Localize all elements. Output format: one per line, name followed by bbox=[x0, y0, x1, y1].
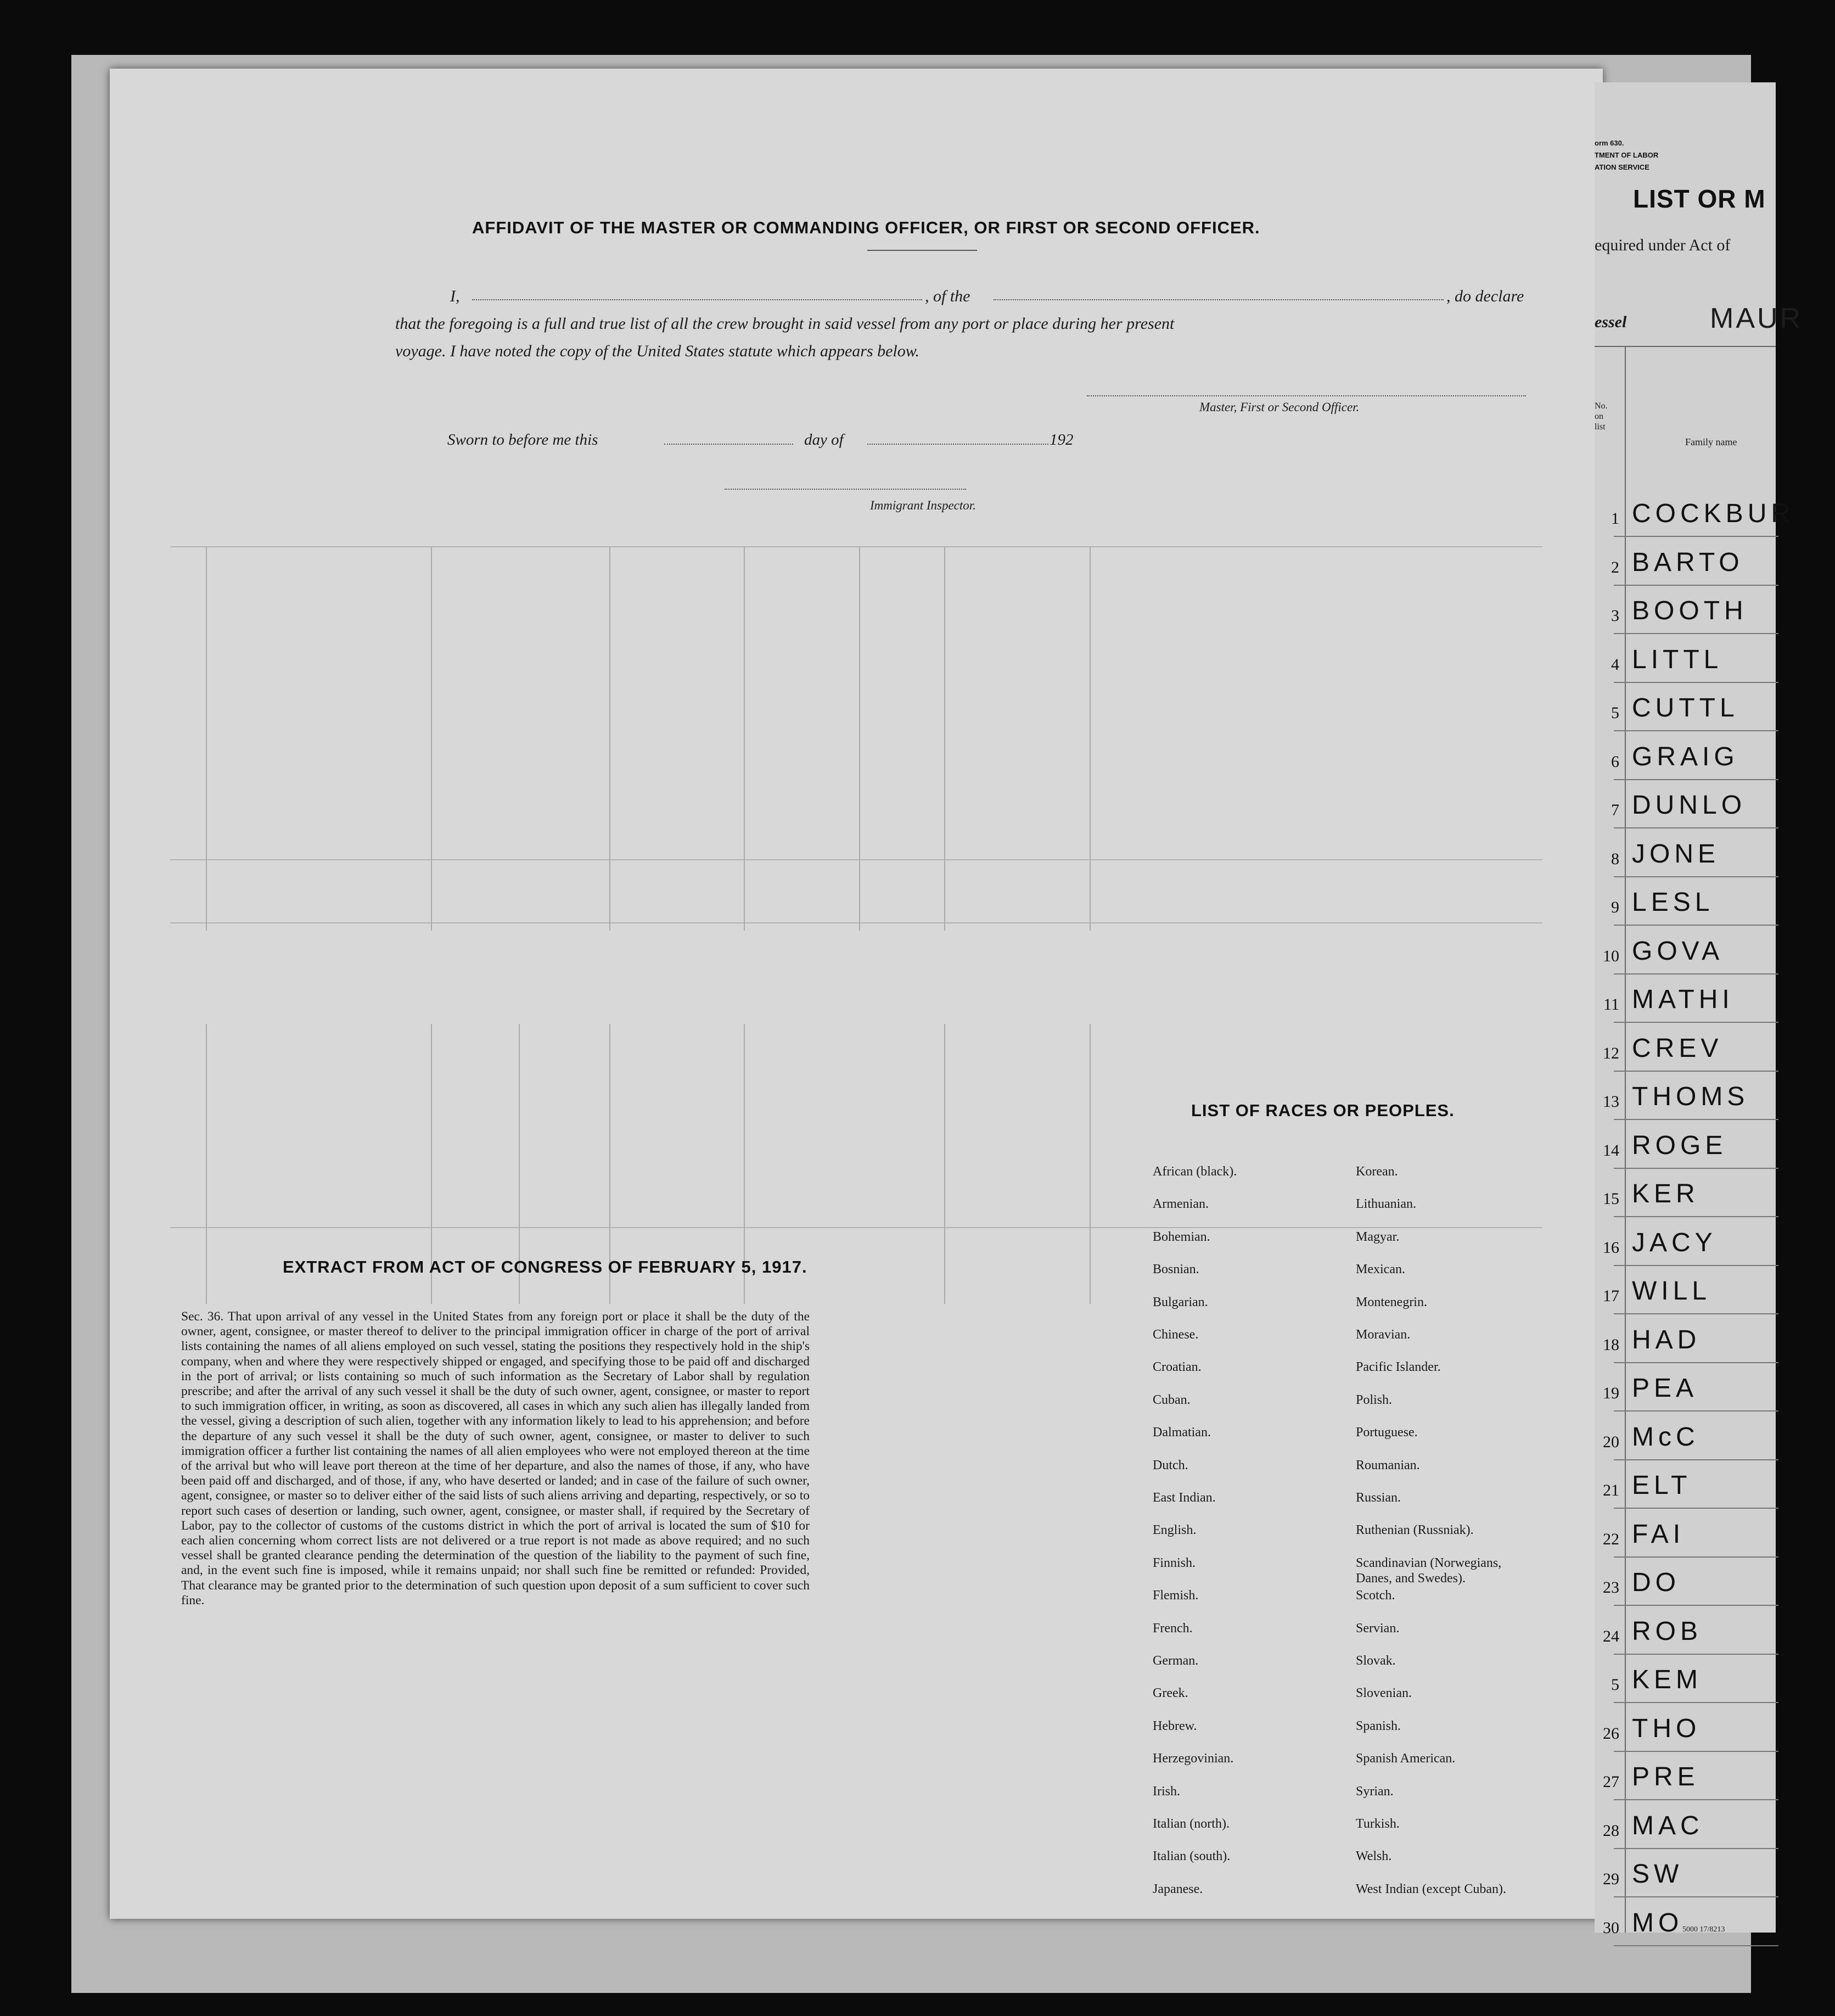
crew-family-name: ELT bbox=[1632, 1471, 1692, 1500]
row-number: 21 bbox=[1603, 1481, 1619, 1499]
crew-family-name: CREV bbox=[1632, 1033, 1723, 1063]
manifest-title: LIST OR M bbox=[1633, 184, 1766, 213]
row-number: 4 bbox=[1611, 655, 1619, 674]
crew-family-name: FAI bbox=[1632, 1519, 1685, 1549]
month-blank bbox=[867, 444, 1048, 445]
race-item: Herzegovinian. bbox=[1153, 1751, 1234, 1766]
row-number: 3 bbox=[1611, 607, 1619, 625]
day-blank bbox=[664, 444, 793, 445]
affidavit-title: AFFIDAVIT OF THE MASTER OR COMMANDING OFFICER, OR FIRST OR SECOND OFFICER. bbox=[472, 218, 1260, 237]
race-item: Polish. bbox=[1356, 1392, 1393, 1407]
crew-family-name: GOVA bbox=[1632, 936, 1724, 966]
row-rule bbox=[1614, 682, 1778, 683]
affidavit-of-the: , of the bbox=[925, 287, 970, 305]
row-number: 26 bbox=[1603, 1724, 1619, 1743]
extract-title: EXTRACT FROM ACT OF CONGRESS OF FEBRUARY 5, 1917. bbox=[283, 1257, 807, 1276]
row-rule bbox=[1614, 1022, 1778, 1023]
row-rule bbox=[1614, 1945, 1778, 1946]
row-number: 16 bbox=[1603, 1238, 1619, 1257]
crew-family-name: LESL bbox=[1632, 888, 1714, 917]
row-rule bbox=[1614, 973, 1778, 975]
bleed-rule bbox=[1090, 1024, 1091, 1304]
row-rule bbox=[1614, 1313, 1778, 1314]
race-item: Russian. bbox=[1356, 1491, 1401, 1505]
row-rule bbox=[1614, 1702, 1778, 1703]
race-item: Bulgarian. bbox=[1153, 1295, 1208, 1309]
race-item: Korean. bbox=[1356, 1164, 1398, 1179]
race-item: African (black). bbox=[1153, 1164, 1237, 1179]
vessel-name: MAUR bbox=[1710, 303, 1803, 334]
row-number: 20 bbox=[1603, 1432, 1619, 1451]
crew-family-name: SW bbox=[1632, 1860, 1684, 1889]
crew-family-name: KEM bbox=[1632, 1665, 1703, 1694]
crew-family-name: MO bbox=[1632, 1908, 1684, 1937]
row-number: 29 bbox=[1603, 1870, 1619, 1888]
race-item: Montenegrin. bbox=[1356, 1295, 1427, 1309]
title-underline bbox=[867, 250, 977, 251]
race-item: Irish. bbox=[1153, 1784, 1180, 1799]
crew-family-name: LITTL bbox=[1632, 645, 1723, 674]
crew-family-name: MAC bbox=[1632, 1811, 1704, 1840]
race-item: Armenian. bbox=[1153, 1197, 1209, 1212]
master-label: Master, First or Second Officer. bbox=[1199, 400, 1360, 414]
row-rule bbox=[1614, 1410, 1778, 1412]
bleed-rule bbox=[609, 546, 610, 931]
crew-family-name: DUNLO bbox=[1632, 791, 1747, 820]
bleed-rule bbox=[170, 546, 1542, 547]
affidavit-line3: voyage. I have noted the copy of the United States statute which appears below. bbox=[395, 342, 920, 360]
row-rule bbox=[1614, 1071, 1778, 1072]
race-item: Spanish American. bbox=[1356, 1751, 1456, 1766]
race-item: Hebrew. bbox=[1153, 1718, 1197, 1733]
row-number: 6 bbox=[1611, 752, 1619, 771]
header-rule bbox=[1595, 346, 1776, 347]
race-item: Syrian. bbox=[1356, 1784, 1394, 1799]
crew-family-name: JONE bbox=[1632, 839, 1720, 869]
crew-family-name: THOMS bbox=[1632, 1082, 1749, 1111]
row-rule bbox=[1614, 1605, 1778, 1606]
row-number: 19 bbox=[1603, 1384, 1619, 1402]
row-number: 27 bbox=[1603, 1773, 1619, 1791]
name-blank bbox=[472, 299, 922, 300]
bleed-rule bbox=[170, 859, 1542, 860]
race-item: Dutch. bbox=[1153, 1458, 1188, 1472]
crew-family-name: GRAIG bbox=[1632, 742, 1739, 771]
row-rule bbox=[1614, 1556, 1778, 1558]
row-rule bbox=[1614, 1168, 1778, 1169]
race-item: Lithuanian. bbox=[1356, 1197, 1416, 1212]
crew-family-name: MATHI bbox=[1632, 985, 1734, 1014]
row-rule bbox=[1614, 1265, 1778, 1266]
row-rule bbox=[1614, 1799, 1778, 1800]
bleed-rule bbox=[944, 546, 945, 931]
row-rule bbox=[1614, 1362, 1778, 1363]
affidavit-page bbox=[110, 69, 1603, 1919]
bleed-rule bbox=[170, 922, 1542, 923]
race-item: Roumanian. bbox=[1356, 1458, 1420, 1472]
race-item: Welsh. bbox=[1356, 1849, 1392, 1864]
race-item: Chinese. bbox=[1153, 1328, 1199, 1342]
row-rule bbox=[1614, 585, 1778, 586]
race-item: Slovenian. bbox=[1356, 1686, 1412, 1701]
department-label: TMENT OF LABOR bbox=[1595, 151, 1659, 159]
race-item: Croatian. bbox=[1153, 1360, 1202, 1375]
bleed-rule bbox=[206, 546, 207, 931]
vessel-label: essel bbox=[1595, 313, 1627, 331]
service-label: ATION SERVICE bbox=[1595, 163, 1649, 171]
race-item: Turkish. bbox=[1356, 1817, 1400, 1831]
row-rule bbox=[1614, 1848, 1778, 1849]
crew-family-name: WILL bbox=[1632, 1276, 1711, 1306]
form-footer: 5000 17/8213 bbox=[1682, 1925, 1725, 1934]
race-item: Mexican. bbox=[1356, 1262, 1405, 1277]
crew-family-name: ROB bbox=[1632, 1616, 1703, 1646]
row-number: 5 bbox=[1611, 704, 1619, 722]
bleed-rule bbox=[859, 546, 860, 931]
race-item: Slovak. bbox=[1356, 1654, 1396, 1668]
race-item: Bosnian. bbox=[1153, 1262, 1199, 1277]
race-item: Greek. bbox=[1153, 1686, 1188, 1701]
row-rule bbox=[1614, 1459, 1778, 1460]
crew-family-name: KER bbox=[1632, 1179, 1699, 1208]
affidavit-line2: that the foregoing is a full and true list of all the crew brought in said vessel from any port or place during her present bbox=[395, 315, 1175, 333]
row-rule bbox=[1614, 730, 1778, 731]
race-item: Japanese. bbox=[1153, 1881, 1203, 1896]
race-item: Magyar. bbox=[1356, 1229, 1400, 1244]
row-number: 9 bbox=[1611, 898, 1619, 916]
inspector-label: Immigrant Inspector. bbox=[870, 499, 976, 512]
row-number: 7 bbox=[1611, 801, 1619, 819]
race-item: Cuban. bbox=[1153, 1392, 1191, 1407]
row-rule bbox=[1614, 876, 1778, 877]
bleed-rule bbox=[206, 1024, 207, 1304]
race-item: West Indian (except Cuban). bbox=[1356, 1881, 1506, 1896]
crew-family-name: DO bbox=[1632, 1568, 1680, 1597]
bleed-rule bbox=[170, 1227, 1542, 1228]
bleed-rule bbox=[744, 546, 745, 931]
crew-family-name: HAD bbox=[1632, 1325, 1701, 1354]
required-under-act: equired under Act of bbox=[1595, 236, 1731, 254]
race-item: Bohemian. bbox=[1153, 1229, 1210, 1244]
affidavit-declare: , do declare bbox=[1446, 287, 1524, 305]
crew-family-name: CUTTL bbox=[1632, 693, 1739, 723]
extract-body: Sec. 36. That upon arrival of any vessel in the United States from any foreign port or place it shall be the duty of the owner, agent, consignee, or master thereof to deliver to the principal immigration officer in charge of the port of arrival lists containing the names of all aliens employed on such vessel, stating the positions they respectively hold in the ship's company, when and where they were respectively shipped or engaged, and specifying those to be paid off and discharged in the port of arrival; or lists containing so much of such information as the Secretary of Labor shall by regulation prescribe; and after the arrival of any such vessel it shall be the duty of such owner, agent, consignee, or master to report to such immigration officer, in writing, as soon as discovered, all cases in which any such alien has illegally landed from the vessel, giving a description of such alien, together with any information likely to lead to his apprehension; and before the departure of any such vessel it shall be the duty of such owner, agent, consignee, or master to deliver to such immigration officer a further list containing the names of all alien employees who were not employed thereon at the time of the arrival but who will leave port thereon at the time of her departure, and also the names of those, if any, who have been paid off and discharged, and of those, if any, who have deserted or landed; and in case of the failure of such owner, agent, consignee, or master so to deliver either of the said lists of such aliens arriving and departing, respectively, or so to report such cases of desertion or landing, such owner, agent, consignee, or master shall, if required by the Secretary of Labor, pay to the collector of customs of the customs district in which the port of arrival is located the sum of $10 for each alien concerning whom correct lists are not delivered or a true report is not made as above required; and no such vessel shall be granted clearance pending the determination of the question of the liability to the payment of such fine, and, in the event such fine is imposed, while it remains unpaid; nor shall such fine be remitted or refunded: Provided, That clearance may be granted prior to the determination of such question upon deposit of a sum sufficient to cover such fine. bbox=[181, 1309, 810, 1608]
bleed-rule bbox=[1090, 546, 1091, 931]
crew-family-name: THO bbox=[1632, 1713, 1701, 1743]
bleed-rule bbox=[944, 1024, 945, 1304]
row-rule bbox=[1614, 536, 1778, 537]
column-rule bbox=[1625, 346, 1626, 1933]
row-rule bbox=[1614, 1751, 1778, 1752]
row-number: 13 bbox=[1603, 1093, 1619, 1111]
family-name-header: Family name bbox=[1685, 436, 1737, 447]
row-number: 22 bbox=[1603, 1530, 1619, 1548]
row-number: 24 bbox=[1603, 1627, 1619, 1645]
row-number: 2 bbox=[1611, 558, 1619, 576]
crew-manifest-sheet bbox=[1595, 82, 1803, 1937]
crew-family-name: ROGE bbox=[1632, 1130, 1727, 1160]
crew-family-name: McC bbox=[1632, 1422, 1699, 1452]
row-number: 18 bbox=[1603, 1335, 1619, 1354]
crew-family-name: PRE bbox=[1632, 1762, 1699, 1791]
vessel-blank bbox=[994, 299, 1444, 300]
row-rule bbox=[1614, 1119, 1778, 1120]
races-title: LIST OF RACES OR PEOPLES. bbox=[1191, 1101, 1455, 1120]
row-rule bbox=[1614, 1216, 1778, 1217]
row-rule bbox=[1614, 633, 1778, 634]
row-rule bbox=[1614, 1508, 1778, 1509]
row-number: 11 bbox=[1603, 995, 1619, 1013]
crew-family-name: JACY bbox=[1632, 1228, 1717, 1257]
row-number: 28 bbox=[1603, 1821, 1619, 1840]
race-item: Servian. bbox=[1356, 1621, 1400, 1636]
race-item: East Indian. bbox=[1153, 1491, 1216, 1505]
form-number: orm 630. bbox=[1595, 139, 1624, 147]
day-of-text: day of bbox=[804, 431, 844, 449]
race-item: Scandinavian (Norwegians, Danes, and Swedes). bbox=[1356, 1555, 1502, 1586]
race-item: Ruthenian (Russniak). bbox=[1356, 1523, 1474, 1538]
row-number: 1 bbox=[1611, 509, 1619, 528]
race-item: Portuguese. bbox=[1356, 1425, 1418, 1440]
row-rule bbox=[1614, 925, 1778, 926]
year-text: 192 bbox=[1050, 431, 1074, 449]
race-item: French. bbox=[1153, 1621, 1193, 1636]
row-number: 15 bbox=[1603, 1190, 1619, 1208]
race-item: Scotch. bbox=[1356, 1588, 1395, 1603]
master-signature-blank bbox=[1087, 395, 1526, 396]
row-number: 17 bbox=[1603, 1287, 1619, 1305]
row-number: 14 bbox=[1603, 1141, 1619, 1160]
row-rule bbox=[1614, 827, 1778, 828]
race-item: Italian (south). bbox=[1153, 1849, 1231, 1864]
row-number: 12 bbox=[1603, 1044, 1619, 1062]
row-rule bbox=[1614, 1896, 1778, 1897]
row-number: 30 bbox=[1603, 1918, 1619, 1937]
inspector-signature-blank bbox=[725, 489, 966, 490]
race-item: Dalmatian. bbox=[1153, 1425, 1211, 1440]
row-number: 23 bbox=[1603, 1578, 1619, 1597]
row-number: 10 bbox=[1603, 947, 1619, 965]
race-item: Spanish. bbox=[1356, 1718, 1401, 1733]
race-item: Italian (north). bbox=[1153, 1817, 1230, 1831]
race-item: Pacific Islander. bbox=[1356, 1360, 1441, 1375]
crew-family-name: BOOTH bbox=[1632, 596, 1748, 625]
race-item: Flemish. bbox=[1153, 1588, 1199, 1603]
no-on-list-header: No. on list bbox=[1595, 401, 1608, 432]
race-item: English. bbox=[1153, 1523, 1197, 1538]
row-rule bbox=[1614, 779, 1778, 780]
row-rule bbox=[1614, 1654, 1778, 1655]
crew-family-name: COCKBUR bbox=[1632, 499, 1795, 528]
sworn-text: Sworn to before me this bbox=[447, 431, 598, 449]
race-item: German. bbox=[1153, 1654, 1199, 1668]
affidavit-i: I, bbox=[450, 287, 460, 305]
crew-family-name: PEA bbox=[1632, 1374, 1698, 1403]
bleed-rule bbox=[431, 546, 432, 931]
race-item: Finnish. bbox=[1153, 1555, 1196, 1570]
crew-family-name: BARTO bbox=[1632, 547, 1744, 577]
row-number: 5 bbox=[1611, 1676, 1619, 1694]
row-number: 8 bbox=[1611, 849, 1619, 868]
race-item: Moravian. bbox=[1356, 1328, 1411, 1342]
